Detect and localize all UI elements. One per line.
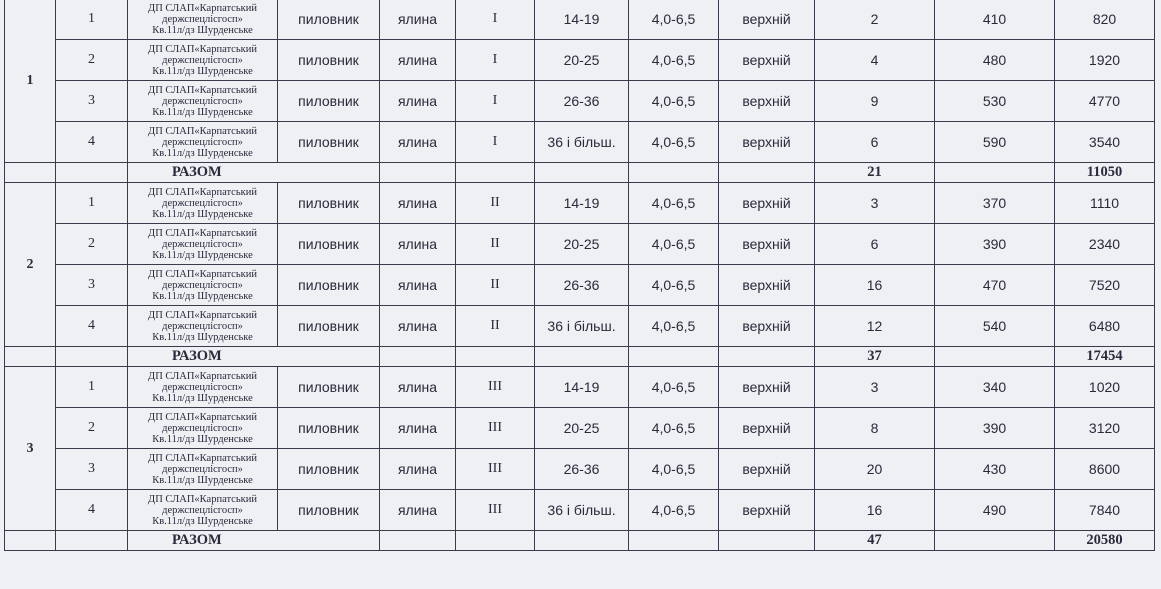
- quantity-cell: 3: [815, 183, 935, 224]
- address-cell: [128, 40, 278, 81]
- grade-cell: ІІ: [456, 265, 535, 306]
- row-number: 4: [56, 490, 128, 531]
- grade-cell: І: [456, 40, 535, 81]
- length-cell: 4,0-6,5: [629, 490, 719, 531]
- row-number: 1: [56, 0, 128, 40]
- quantity-cell: 6: [815, 224, 935, 265]
- row-number: 3: [56, 81, 128, 122]
- length-cell: 4,0-6,5: [629, 122, 719, 163]
- address-line-1: ДП СЛАП«Карпатський: [148, 43, 257, 55]
- row-number: 1: [56, 183, 128, 224]
- table-row: [5, 224, 1155, 265]
- empty-cell: [535, 531, 629, 551]
- empty-cell: [5, 347, 56, 367]
- part-cell: верхній: [719, 224, 815, 265]
- empty-cell: [719, 163, 815, 183]
- empty-cell: [719, 347, 815, 367]
- row-number: 4: [56, 306, 128, 347]
- row-number: 1: [56, 367, 128, 408]
- sum-cell: 6480: [1055, 306, 1155, 347]
- empty-cell: [456, 531, 535, 551]
- address-line-1: ДП СЛАП«Карпатський: [148, 370, 257, 382]
- product-cell: пиловник: [278, 183, 380, 224]
- part-cell: верхній: [719, 183, 815, 224]
- species-cell: ялина: [380, 224, 456, 265]
- part-cell: верхній: [719, 490, 815, 531]
- product-cell: пиловник: [278, 122, 380, 163]
- address-line-2: держспецлісгосп»: [162, 320, 243, 332]
- empty-cell: [56, 163, 128, 183]
- sum-cell: 3120: [1055, 408, 1155, 449]
- grade-cell: ІІІ: [456, 367, 535, 408]
- empty-cell: [380, 531, 456, 551]
- address-cell: [128, 183, 278, 224]
- address-line-2: держспецлісгосп»: [162, 13, 243, 25]
- table-row: [5, 306, 1155, 347]
- product-cell: пиловник: [278, 40, 380, 81]
- length-cell: 4,0-6,5: [629, 265, 719, 306]
- price-cell: 480: [935, 40, 1055, 81]
- row-number: 3: [56, 265, 128, 306]
- row-number: 4: [56, 122, 128, 163]
- quantity-cell: 6: [815, 122, 935, 163]
- table-row: [5, 183, 1155, 224]
- sum-cell: 7840: [1055, 490, 1155, 531]
- address-line-2: держспецлісгосп»: [162, 279, 243, 291]
- address-line-1: ДП СЛАП«Карпатський: [148, 84, 257, 96]
- table-row: [5, 490, 1155, 531]
- part-cell: верхній: [719, 0, 815, 40]
- address-line-2: держспецлісгосп»: [162, 463, 243, 475]
- species-cell: ялина: [380, 40, 456, 81]
- empty-cell: [380, 347, 456, 367]
- group-number: 3: [5, 367, 56, 531]
- diameter-cell: 36 і більш.: [535, 490, 629, 531]
- address-line-1: ДП СЛАП«Карпатський: [148, 268, 257, 280]
- diameter-cell: 36 і більш.: [535, 122, 629, 163]
- empty-cell: [456, 163, 535, 183]
- species-cell: ялина: [380, 490, 456, 531]
- sum-cell: 820: [1055, 0, 1155, 40]
- address-cell: [128, 224, 278, 265]
- table-row: [5, 449, 1155, 490]
- length-cell: 4,0-6,5: [629, 0, 719, 40]
- row-number: 2: [56, 224, 128, 265]
- address-line-3: Кв.11л/дз Шурденське: [152, 208, 253, 220]
- price-cell: 590: [935, 122, 1055, 163]
- length-cell: 4,0-6,5: [629, 306, 719, 347]
- product-cell: пиловник: [278, 449, 380, 490]
- total-sum: 11050: [1055, 163, 1155, 183]
- quantity-cell: 12: [815, 306, 935, 347]
- address-line-3: Кв.11л/дз Шурденське: [152, 147, 253, 159]
- empty-cell: [629, 163, 719, 183]
- address-cell: [128, 0, 278, 40]
- address-line-3: Кв.11л/дз Шурденське: [152, 433, 253, 445]
- product-cell: пиловник: [278, 265, 380, 306]
- part-cell: верхній: [719, 367, 815, 408]
- length-cell: 4,0-6,5: [629, 81, 719, 122]
- product-cell: пиловник: [278, 408, 380, 449]
- address-cell: [128, 490, 278, 531]
- table-row: [5, 0, 1155, 40]
- grade-cell: ІІІ: [456, 449, 535, 490]
- table-row: [5, 367, 1155, 408]
- table-row: [5, 81, 1155, 122]
- species-cell: ялина: [380, 306, 456, 347]
- table-row: [5, 265, 1155, 306]
- address-line-3: Кв.11л/дз Шурденське: [152, 474, 253, 486]
- diameter-cell: 26-36: [535, 81, 629, 122]
- empty-cell: [935, 531, 1055, 551]
- row-number: 2: [56, 40, 128, 81]
- part-cell: верхній: [719, 408, 815, 449]
- address-line-3: Кв.11л/дз Шурденське: [152, 65, 253, 77]
- address-line-1: ДП СЛАП«Карпатський: [148, 227, 257, 239]
- address-line-1: ДП СЛАП«Карпатський: [148, 125, 257, 137]
- quantity-cell: 2: [815, 0, 935, 40]
- quantity-cell: 4: [815, 40, 935, 81]
- diameter-cell: 14-19: [535, 0, 629, 40]
- species-cell: ялина: [380, 0, 456, 40]
- species-cell: ялина: [380, 183, 456, 224]
- length-cell: 4,0-6,5: [629, 367, 719, 408]
- total-label: РАЗОМ: [128, 347, 380, 367]
- sum-cell: 7520: [1055, 265, 1155, 306]
- diameter-cell: 36 і більш.: [535, 306, 629, 347]
- price-cell: 370: [935, 183, 1055, 224]
- address-line-1: ДП СЛАП«Карпатський: [148, 2, 257, 14]
- product-cell: пиловник: [278, 224, 380, 265]
- table-body: [5, 0, 1155, 551]
- price-cell: 410: [935, 0, 1055, 40]
- empty-cell: [380, 163, 456, 183]
- total-quantity: 37: [815, 347, 935, 367]
- grade-cell: ІІ: [456, 306, 535, 347]
- address-line-2: держспецлісгосп»: [162, 197, 243, 209]
- row-number: 3: [56, 449, 128, 490]
- address-line-3: Кв.11л/дз Шурденське: [152, 392, 253, 404]
- address-line-3: Кв.11л/дз Шурденське: [152, 249, 253, 261]
- diameter-cell: 26-36: [535, 265, 629, 306]
- empty-cell: [935, 163, 1055, 183]
- address-line-2: держспецлісгосп»: [162, 95, 243, 107]
- address-cell: [128, 449, 278, 490]
- diameter-cell: 14-19: [535, 183, 629, 224]
- empty-cell: [56, 347, 128, 367]
- species-cell: ялина: [380, 408, 456, 449]
- sum-cell: 1920: [1055, 40, 1155, 81]
- table-row: [5, 40, 1155, 81]
- total-quantity: 47: [815, 531, 935, 551]
- total-row: [5, 531, 1155, 551]
- product-cell: пиловник: [278, 306, 380, 347]
- price-cell: 390: [935, 408, 1055, 449]
- species-cell: ялина: [380, 122, 456, 163]
- length-cell: 4,0-6,5: [629, 40, 719, 81]
- diameter-cell: 14-19: [535, 367, 629, 408]
- empty-cell: [719, 531, 815, 551]
- price-cell: 540: [935, 306, 1055, 347]
- lots-table: [4, 0, 1155, 551]
- total-row: [5, 163, 1155, 183]
- diameter-cell: 20-25: [535, 224, 629, 265]
- grade-cell: ІІ: [456, 183, 535, 224]
- sum-cell: 1020: [1055, 367, 1155, 408]
- grade-cell: І: [456, 122, 535, 163]
- price-cell: 390: [935, 224, 1055, 265]
- price-cell: 470: [935, 265, 1055, 306]
- total-row: [5, 347, 1155, 367]
- address-line-3: Кв.11л/дз Шурденське: [152, 106, 253, 118]
- quantity-cell: 20: [815, 449, 935, 490]
- diameter-cell: 20-25: [535, 408, 629, 449]
- length-cell: 4,0-6,5: [629, 408, 719, 449]
- empty-cell: [5, 531, 56, 551]
- sum-cell: 3540: [1055, 122, 1155, 163]
- sum-cell: 4770: [1055, 81, 1155, 122]
- price-cell: 530: [935, 81, 1055, 122]
- species-cell: ялина: [380, 265, 456, 306]
- product-cell: пиловник: [278, 490, 380, 531]
- grade-cell: ІІІ: [456, 408, 535, 449]
- total-label: РАЗОМ: [128, 531, 380, 551]
- address-line-1: ДП СЛАП«Карпатський: [148, 411, 257, 423]
- address-cell: [128, 122, 278, 163]
- product-cell: пиловник: [278, 367, 380, 408]
- address-line-2: держспецлісгосп»: [162, 54, 243, 66]
- quantity-cell: 16: [815, 490, 935, 531]
- address-line-3: Кв.11л/дз Шурденське: [152, 515, 253, 527]
- species-cell: ялина: [380, 449, 456, 490]
- diameter-cell: 26-36: [535, 449, 629, 490]
- sum-cell: 8600: [1055, 449, 1155, 490]
- empty-cell: [535, 347, 629, 367]
- address-line-2: держспецлісгосп»: [162, 381, 243, 393]
- part-cell: верхній: [719, 81, 815, 122]
- empty-cell: [535, 163, 629, 183]
- address-line-2: держспецлісгосп»: [162, 238, 243, 250]
- quantity-cell: 9: [815, 81, 935, 122]
- grade-cell: І: [456, 81, 535, 122]
- total-label: РАЗОМ: [128, 163, 380, 183]
- sum-cell: 2340: [1055, 224, 1155, 265]
- address-line-1: ДП СЛАП«Карпатський: [148, 309, 257, 321]
- address-line-1: ДП СЛАП«Карпатський: [148, 186, 257, 198]
- empty-cell: [629, 531, 719, 551]
- grade-cell: ІІІ: [456, 490, 535, 531]
- length-cell: 4,0-6,5: [629, 183, 719, 224]
- address-line-3: Кв.11л/дз Шурденське: [152, 290, 253, 302]
- price-cell: 430: [935, 449, 1055, 490]
- part-cell: верхній: [719, 122, 815, 163]
- price-cell: 340: [935, 367, 1055, 408]
- table-row: [5, 408, 1155, 449]
- quantity-cell: 3: [815, 367, 935, 408]
- address-cell: [128, 408, 278, 449]
- address-line-1: ДП СЛАП«Карпатський: [148, 452, 257, 464]
- empty-cell: [456, 347, 535, 367]
- address-line-3: Кв.11л/дз Шурденське: [152, 24, 253, 36]
- total-sum: 20580: [1055, 531, 1155, 551]
- empty-cell: [935, 347, 1055, 367]
- address-line-2: держспецлісгосп»: [162, 422, 243, 434]
- species-cell: ялина: [380, 367, 456, 408]
- length-cell: 4,0-6,5: [629, 224, 719, 265]
- quantity-cell: 8: [815, 408, 935, 449]
- address-line-3: Кв.11л/дз Шурденське: [152, 331, 253, 343]
- empty-cell: [5, 163, 56, 183]
- part-cell: верхній: [719, 306, 815, 347]
- diameter-cell: 20-25: [535, 40, 629, 81]
- total-sum: 17454: [1055, 347, 1155, 367]
- product-cell: пиловник: [278, 0, 380, 40]
- part-cell: верхній: [719, 40, 815, 81]
- address-cell: [128, 367, 278, 408]
- table-row: [5, 122, 1155, 163]
- empty-cell: [56, 531, 128, 551]
- part-cell: верхній: [719, 265, 815, 306]
- sum-cell: 1110: [1055, 183, 1155, 224]
- price-cell: 490: [935, 490, 1055, 531]
- address-cell: [128, 81, 278, 122]
- part-cell: верхній: [719, 449, 815, 490]
- address-cell: [128, 265, 278, 306]
- address-cell: [128, 306, 278, 347]
- length-cell: 4,0-6,5: [629, 449, 719, 490]
- address-line-2: держспецлісгосп»: [162, 136, 243, 148]
- group-number: 1: [5, 0, 56, 163]
- group-number: 2: [5, 183, 56, 347]
- grade-cell: ІІ: [456, 224, 535, 265]
- total-quantity: 21: [815, 163, 935, 183]
- product-cell: пиловник: [278, 81, 380, 122]
- quantity-cell: 16: [815, 265, 935, 306]
- address-line-1: ДП СЛАП«Карпатський: [148, 493, 257, 505]
- address-line-2: держспецлісгосп»: [162, 504, 243, 516]
- species-cell: ялина: [380, 81, 456, 122]
- grade-cell: І: [456, 0, 535, 40]
- row-number: 2: [56, 408, 128, 449]
- empty-cell: [629, 347, 719, 367]
